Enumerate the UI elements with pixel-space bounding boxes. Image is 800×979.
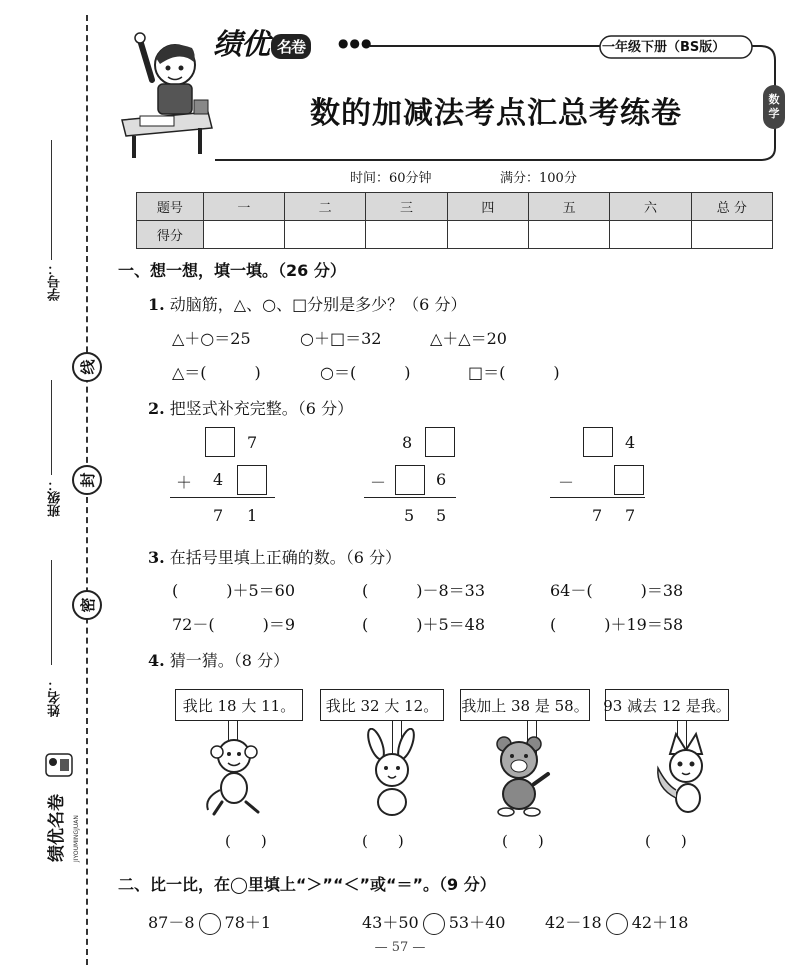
q2c-box-top[interactable] [583,427,613,457]
q1-answer-2[interactable]: ○＝( ) [320,363,411,382]
grade-tag: 一年级下册（BS版） [602,40,726,55]
score-row-label: 得分 [137,221,204,249]
seal-secret: 密 [72,590,102,620]
q1-eq-3: △＋△＝20 [430,329,507,348]
q2b-operator: － [370,473,387,492]
q2b-top-digit: 8 [402,433,413,452]
score-cell[interactable] [610,221,691,249]
score-col-3: 三 [366,193,447,221]
subject-char-2: 学 [768,107,780,120]
q2c-box-mid[interactable] [614,465,644,495]
q2a-mid-digit: 4 [213,470,224,489]
compare-3-circle[interactable] [606,913,628,935]
q2-number: 2. [148,399,165,418]
section-2-title: 二、比一比，在◯里填上“＞”“＜”或“＝”。（9 分） [118,875,496,894]
q3-number: 3. [148,548,165,567]
score-cell[interactable] [691,221,772,249]
score-cell[interactable] [285,221,366,249]
q3-item-4[interactable]: 72－( )＝9 [172,615,296,634]
q1-answer-3[interactable]: □＝( ) [468,363,560,382]
score-table-label: 题号 [137,193,204,221]
q4-number: 4. [148,651,165,670]
student-id-label: 学号： [48,262,63,301]
q4-answer-1[interactable]: ( ) [225,832,267,850]
q3-item-6[interactable]: ( )＋19＝58 [550,615,684,634]
q1-eq-2: ○＋□＝32 [300,329,382,348]
q3-item-2[interactable]: ( )－8＝33 [362,581,486,600]
brand-logo [213,22,311,63]
q2a-box-top[interactable] [205,427,235,457]
page-number: — 57 — [374,940,426,955]
q2-prompt [148,396,353,419]
compare-item-1 [148,910,271,935]
score-col-total: 总 分 [691,193,772,221]
score-table [136,192,773,249]
guess-card-4: 93 减去 12 是我。 [605,689,729,721]
q2c-top-digit: 4 [625,433,636,452]
brand-badge: 名卷 [271,34,311,59]
compare-1-left: 87－8 [148,913,195,932]
q4-prompt [148,648,289,671]
subject-char-1: 数 [768,92,780,106]
guess-card-3: 我加上 38 是 58。 [460,689,590,721]
page-title: 数的加减法考点汇总考练卷 [310,96,682,131]
q2b-rule [364,497,456,498]
q2c-result-ones: 7 [625,506,636,525]
q2c-result-tens: 7 [592,506,603,525]
q2a-operator: ＋ [176,473,193,492]
side-pinyin-text: JIYOUMINGJUAN [73,815,80,862]
q1-eq-1: △＋○＝25 [172,329,251,348]
compare-3-left: 42－18 [545,913,602,932]
section-1-title: 一、想一想，填一填。（26 分） [118,261,346,280]
exam-time: 时间：60分钟 [350,171,432,186]
bear-illustration [482,728,562,818]
score-table-score-row [137,221,773,249]
score-col-6: 六 [610,193,691,221]
guess-card-1: 我比 18 大 11。 [175,689,303,721]
rabbit-illustration [352,728,432,818]
q2a-top-digit: 7 [247,433,258,452]
exam-full-score: 满分：100分 [500,171,577,186]
seal-line: 线 [72,352,102,382]
q1-answer-1[interactable]: △＝( ) [172,363,261,382]
compare-1-circle[interactable] [199,913,221,935]
q2c-rule [550,497,645,498]
side-brand-text: 绩优名卷 [47,794,67,862]
q4-answer-3[interactable]: ( ) [502,832,544,850]
score-cell[interactable] [366,221,447,249]
q2a-rule [170,497,275,498]
q4-answer-2[interactable]: ( ) [362,832,404,850]
q2b-box-mid[interactable] [395,465,425,495]
score-col-1: 一 [203,193,284,221]
q4-answer-4[interactable]: ( ) [645,832,687,850]
q1-prompt [148,292,466,315]
compare-2-circle[interactable] [423,913,445,935]
compare-item-2 [362,910,505,935]
q2a-result-tens: 7 [213,506,224,525]
score-cell[interactable] [447,221,528,249]
q1-text: 动脑筋，△、○、□分别是多少？（6 分） [169,295,467,314]
side-brand-logo [38,750,84,870]
compare-1-right: 78＋1 [224,913,272,932]
monkey-illustration [200,728,280,818]
q2b-box-top[interactable] [425,427,455,457]
mascot-boy-illustration [120,20,215,160]
compare-item-3 [545,910,688,935]
subject-badge [763,85,785,129]
compare-2-left: 43＋50 [362,913,419,932]
class-label: 班级： [48,478,63,517]
q3-text: 在括号里填上正确的数。（6 分） [169,548,402,567]
fox-illustration [648,728,728,818]
q2a-box-mid[interactable] [237,465,267,495]
q3-item-5[interactable]: ( )＋5＝48 [362,615,486,634]
q2c-operator: － [558,473,575,492]
score-cell[interactable] [203,221,284,249]
score-col-2: 二 [285,193,366,221]
header-dots: ●●● [338,36,373,50]
score-cell[interactable] [529,221,610,249]
q3-item-1[interactable]: ( )＋5＝60 [172,581,296,600]
q3-prompt [148,545,401,568]
q2-text: 把竖式补充完整。（6 分） [169,399,354,418]
q4-text: 猜一猜。（8 分） [169,651,290,670]
name-label: 姓名： [48,678,63,717]
brand-text: 绩优 [213,27,270,61]
q2a-result-ones: 1 [247,506,258,525]
compare-3-right: 42＋18 [631,913,689,932]
q3-item-3[interactable]: 64－( )＝38 [550,581,684,600]
q1-number: 1. [148,295,165,314]
guess-card-2: 我比 32 大 12。 [320,689,444,721]
q2b-result-tens: 5 [404,506,415,525]
score-table-header-row [137,193,773,221]
seal-seal: 封 [72,465,102,495]
score-col-5: 五 [529,193,610,221]
compare-2-right: 53＋40 [448,913,506,932]
score-col-4: 四 [447,193,528,221]
q2b-result-ones: 5 [436,506,447,525]
q2b-mid-digit: 6 [436,470,447,489]
